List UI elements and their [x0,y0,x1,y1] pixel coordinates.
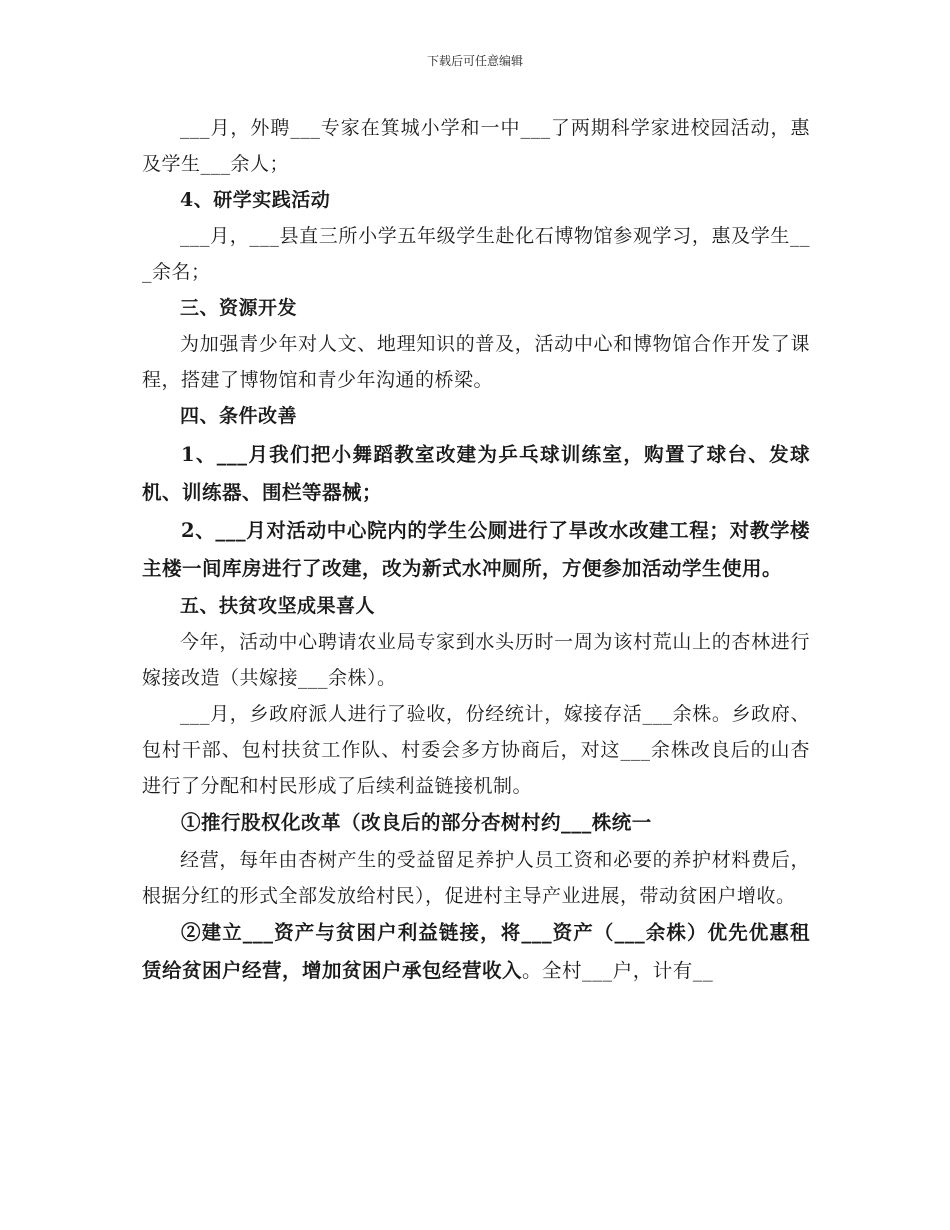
asset-linkage-tail: 。全村___户，计有__ [522,959,714,982]
heading-research-practice: 4、研学实践活动 [180,189,331,211]
paragraph-apricot-grafting: 今年，活动中心聘请农业局专家到水头历时一周为该村荒山上的杏林进行嫁接改造（共嫁接___余株）。 [142,631,810,689]
paragraph-asset-linkage [142,914,810,990]
paragraph-toilet-renovation: 2、___月对活动中心院内的学生公厕进行了旱改水改建工程；对教学楼主楼一间库房进行了改建，改为新式水冲厕所，方便参加活动学生使用。 [142,519,810,580]
paragraph-pingpong-room: 1、___月我们把小舞蹈教室改建为乒乓球训练室，购置了球台、发球机、训练器、围栏等器械； [142,443,810,504]
paragraph-operation-details: 经营，每年由杏树产生的受益留足养护人员工资和必要的养护材料费后，根据分红的形式全部发放给村民），促进村主导产业进展，带动贫困户增收。 [142,849,810,907]
paragraph-equity-reform: ①推行股权化改革（改良后的部分杏树村约___株统一 [181,811,652,834]
paragraph-acceptance-check: ___月，乡政府派人进行了验收，份经统计，嫁接存活___余株。乡政府、包村干部、包村扶贫工作队、村委会多方协商后，对这___余株改良后的山杏进行了分配和村民形成了后续利益链接机制。 [142,703,810,797]
paragraph-museum-visit: ___月，___县直三所小学五年级学生赴化石博物馆参观学习，惠及学生___余名； [142,225,810,283]
page-header: 下载后可任意编辑 [426,54,523,68]
asset-linkage-bold: ②建立___资产与贫困户利益链接，将___资产（___余株）优先优惠租赁给贫困户经营，增加贫困户承包经营收入 [142,921,810,982]
paragraph-curriculum: 为加强青少年对人文、地理知识的普及，活动中心和博物馆合作开发了课程，搭建了博物馆和青少年沟通的桥梁。 [142,333,810,391]
heading-poverty-alleviation: 五、扶贫攻坚成果喜人 [180,595,376,617]
heading-condition-improvement: 四、条件改善 [180,405,298,427]
document-body [142,110,810,990]
paragraph-science-campus: ___月，外聘___专家在箕城小学和一中___了两期科学家进校园活动，惠及学生___余人； [142,117,810,175]
heading-resource-development: 三、资源开发 [180,297,298,319]
